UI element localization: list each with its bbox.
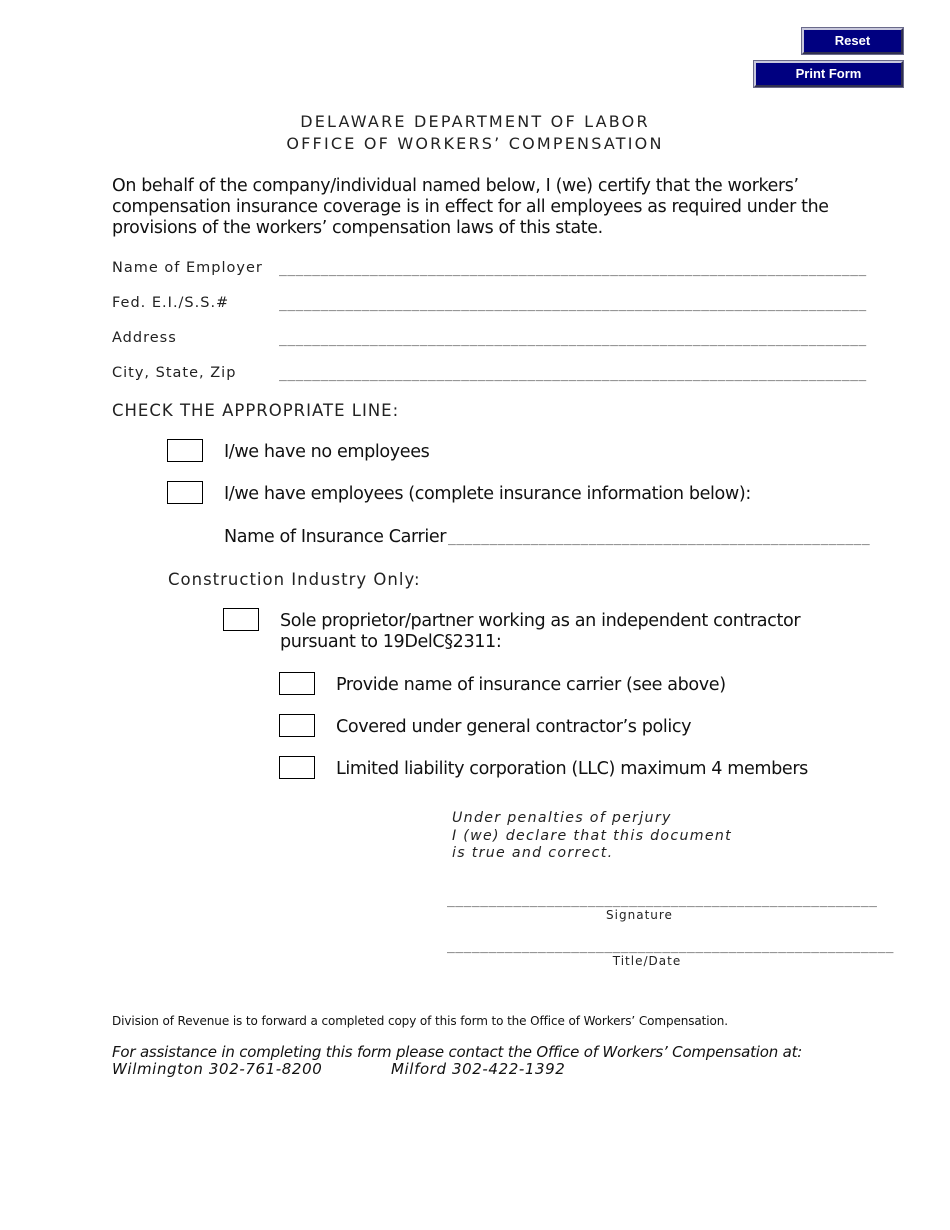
general-contractor-checkbox[interactable] xyxy=(279,714,315,737)
title-date-field[interactable]: ______________________________________________________ xyxy=(447,939,894,954)
employer-name-label: Name of Employer xyxy=(112,260,263,276)
sole-proprietor-checkbox[interactable] xyxy=(223,608,259,631)
insurance-carrier-field[interactable]: ___________________________________________________ xyxy=(448,531,871,546)
reset-button[interactable]: Reset xyxy=(802,28,903,54)
provide-carrier-checkbox[interactable] xyxy=(279,672,315,695)
fein-label: Fed. E.I./S.S.# xyxy=(112,295,230,311)
address-label: Address xyxy=(112,330,177,346)
perjury-line-3: is true and correct. xyxy=(452,845,614,861)
insurance-carrier-label: Name of Insurance Carrier xyxy=(224,527,447,547)
perjury-line-1: Under penalties of perjury xyxy=(452,810,672,826)
sole-proprietor-label xyxy=(280,611,800,653)
certification-statement xyxy=(112,176,832,239)
general-contractor-label: Covered under general contractor’s policy xyxy=(336,717,692,737)
perjury-line-2: I (we) declare that this document xyxy=(452,827,733,844)
signature-field[interactable]: ____________________________________________________ xyxy=(447,893,878,908)
city-state-zip-field[interactable]: _______________________________________________________________________ xyxy=(279,367,867,382)
perjury-declaration xyxy=(452,810,732,863)
forwarding-note: Division of Revenue is to forward a completed copy of this form to the Office of Workers’ Compensation. xyxy=(112,1014,728,1028)
check-section-title: CHECK THE APPROPRIATE LINE: xyxy=(112,401,400,420)
has-employees-label: I/we have employees (complete insurance information below): xyxy=(224,484,751,504)
has-employees-checkbox[interactable] xyxy=(167,481,203,504)
llc-checkbox[interactable] xyxy=(279,756,315,779)
sole-proprietor-line-1: Sole proprietor/partner working as an independent contractor xyxy=(280,611,801,631)
construction-section-title: Construction Industry Only: xyxy=(168,570,421,589)
office-title: OFFICE OF WORKERS’ COMPENSATION xyxy=(286,134,664,153)
address-field[interactable]: _______________________________________________________________________ xyxy=(279,332,867,347)
milford-phone: Milford 302-422-1392 xyxy=(391,1060,566,1078)
certification-line-3: provisions of the workers’ compensation laws of this state. xyxy=(112,218,603,238)
assistance-note: For assistance in completing this form please contact the Office of Workers’ Compensation at: xyxy=(112,1043,803,1061)
signature-label: Signature xyxy=(606,908,673,922)
wilmington-phone: Wilmington 302-761-8200 xyxy=(112,1060,323,1078)
llc-label: Limited liability corporation (LLC) maximum 4 members xyxy=(336,759,808,779)
employer-name-field[interactable]: _______________________________________________________________________ xyxy=(279,262,867,277)
fein-field[interactable]: _______________________________________________________________________ xyxy=(279,297,867,312)
print-form-button[interactable]: Print Form xyxy=(754,61,903,87)
no-employees-checkbox[interactable] xyxy=(167,439,203,462)
provide-carrier-label: Provide name of insurance carrier (see above) xyxy=(336,675,726,695)
certification-line-1: On behalf of the company/individual named below, I (we) certify that the workers’ xyxy=(112,176,799,196)
title-date-label: Title/Date xyxy=(612,954,682,968)
certification-line-2: compensation insurance coverage is in effect for all employees as required under the xyxy=(112,197,829,217)
no-employees-label: I/we have no employees xyxy=(224,442,430,462)
sole-proprietor-line-2: pursuant to 19DelC§2311: xyxy=(280,632,502,652)
city-state-zip-label: City, State, Zip xyxy=(112,365,237,381)
department-title: DELAWARE DEPARTMENT OF LABOR xyxy=(300,112,650,131)
